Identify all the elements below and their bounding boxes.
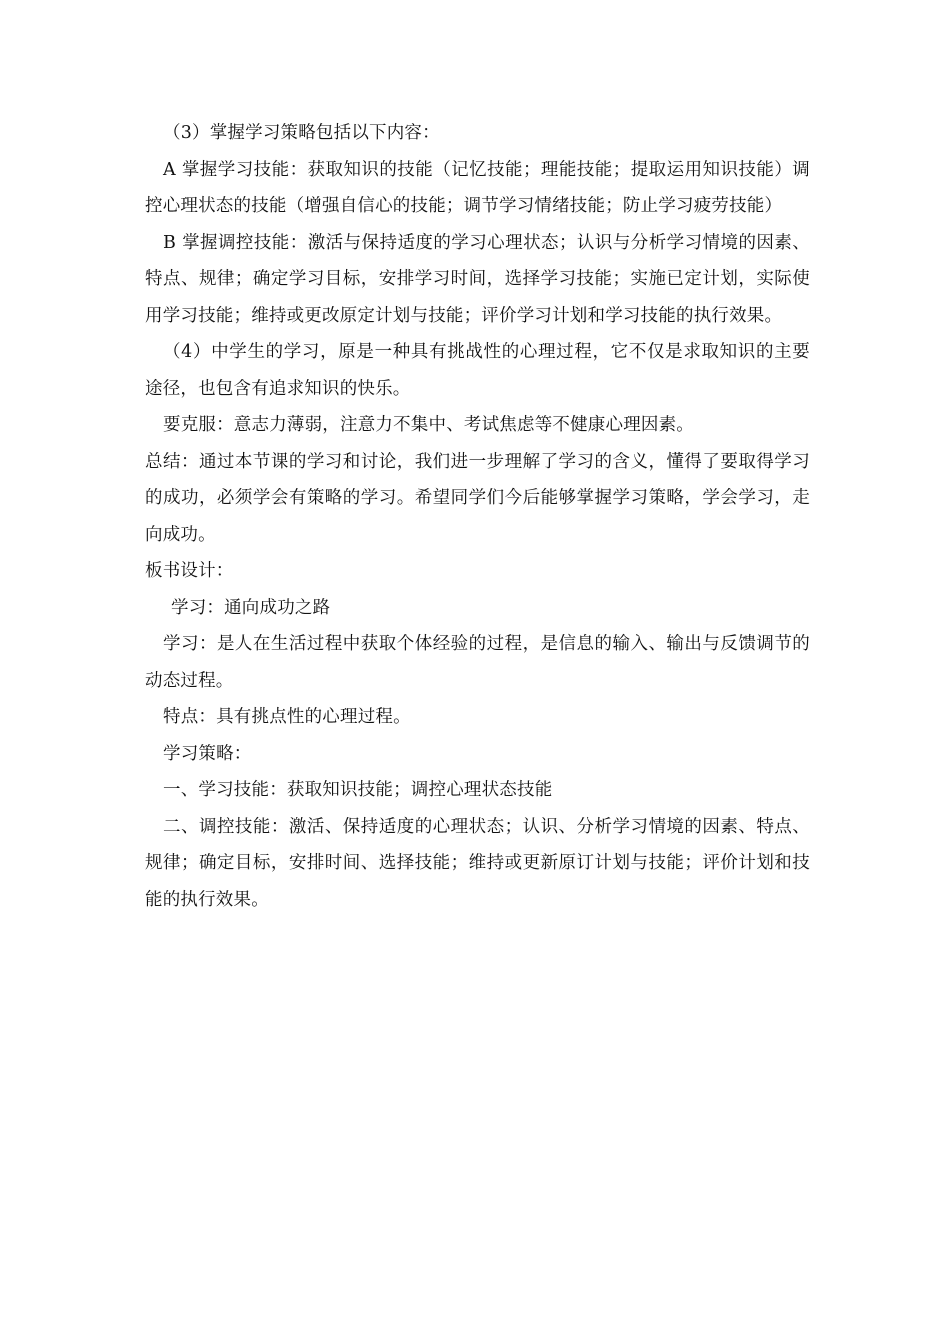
paragraph-board-design: 板书设计： — [145, 561, 234, 581]
paragraph-board-title: 学习：通向成功之路 — [171, 597, 331, 618]
paragraph-characteristics: 特点：具有挑点性的心理过程。 — [163, 707, 411, 727]
document-page — [145, 115, 810, 918]
paragraph-strategy-label: 学习策略： — [163, 743, 252, 764]
paragraph-item-one: 一、学习技能：获取知识技能；调控心理状态技能 — [163, 780, 553, 800]
paragraph-item-two: 二、调控技能：激活、保持适度的心理状态；认识、分析学习情境的因素、特点、规律；确定目标，安排时间、选择技能；维持或更新原订计划与技能；评价计划和技能的执行效果。 — [145, 816, 810, 910]
paragraph-overcome: 要克服：意志力薄弱，注意力不集中、考试焦虑等不健康心理因素。 — [163, 415, 694, 435]
paragraph-learning-skills: A 掌握学习技能：获取知识的技能（记忆技能；理能技能；提取运用知识技能）调控心理状态的技能（增强自信心的技能；调节学习情绪技能；防止学习疲劳技能） — [145, 159, 810, 216]
paragraph-strategy-heading: （3）掌握学习策略包括以下内容： — [163, 123, 440, 143]
paragraph-middle-school-learning: （4）中学生的学习，原是一种具有挑战性的心理过程，它不仅是求取知识的主要途径，也包含有追求知识的快乐。 — [145, 342, 810, 399]
paragraph-summary: 总结：通过本节课的学习和讨论，我们进一步理解了学习的含义，懂得了要取得学习的成功，必须学会有策略的学习。希望同学们今后能够掌握学习策略，学会学习，走向成功。 — [145, 451, 810, 545]
paragraph-control-skills: B 掌握调控技能：激活与保持适度的学习心理状态；认识与分析学习情境的因素、特点、规律；确定学习目标，安排学习时间，选择学习技能；实施已定计划，实际使用学习技能；维持或更改原定计划与技能；评价学习计划和学习技能的执行效果。 — [145, 232, 810, 326]
paragraph-definition: 学习：是人在生活过程中获取个体经验的过程，是信息的输入、输出与反馈调节的动态过程。 — [145, 634, 810, 691]
